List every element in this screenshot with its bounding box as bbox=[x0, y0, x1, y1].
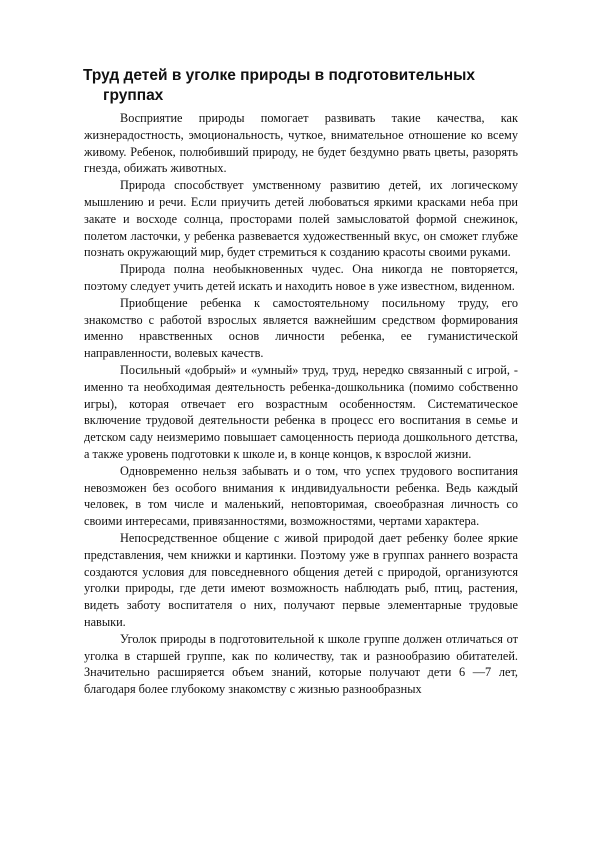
paragraph: Посильный «добрый» и «умный» труд, труд, нередко связанный с игрой, - именно та необходимая деятельность ребенка-дошкольника (помимо собственно игры), которая отвечает его возрастным особенностям. Систематическое включение трудовой деятельности ребенка в процесс его воспитания в семье и детском саду неизмеримо повышает самоценность периода дошкольного детства, а также уровень подготовки к школе и, в конце концов, к взрослой жизни. bbox=[84, 362, 518, 461]
document-body bbox=[84, 110, 518, 698]
document-title bbox=[83, 66, 523, 106]
paragraph: Восприятие природы помогает развивать такие качества, как жизнерадостность, эмоциональность, чуткое, внимательное отношение ко всему живому. Ребенок, полюбивший природу, не будет бездумно рвать цветы, разорять гнезда, обижать животных. bbox=[84, 111, 518, 176]
paragraph: Природа полна необыкновенных чудес. Она никогда не повторяется, поэтому следует учить детей искать и находить новое в уже известном, виденном. bbox=[84, 262, 518, 293]
paragraph: Природа способствует умственному развитию детей, их логическому мышлению и речи. Если приучить детей любоваться яркими красками неба при закате и восходе солнца, просторами полей замысловатой формой снежинок, полетом ласточки, у ребенка развевается художественный вкус, он сможет глубже познать окружающий мир, будет стремиться к созданию красоты своими руками. bbox=[84, 178, 518, 260]
title-line-1: Труд детей в уголке природы в подготовительных bbox=[83, 67, 475, 84]
title-line-2: группах bbox=[103, 87, 164, 104]
paragraph: Непосредственное общение с живой природой дает ребенку более яркие представления, чем книжки и картинки. Поэтому уже в группах раннего возраста создаются условия для повседневного общения детей с природой, организуются уголки природы, где дети имеют возможность наблюдать рыб, птиц, растения, видеть заботу воспитателя о них, получают первые элементарные трудовые навыки. bbox=[84, 530, 518, 629]
paragraph: Приобщение ребенка к самостоятельному посильному труду, его знакомство с работой взрослых является важнейшим средством формирования именно нравственных основ личности ребенка, ее гуманистической направленности, волевых качеств. bbox=[84, 295, 518, 361]
paragraph: Уголок природы в подготовительной к школе группе должен отличаться от уголка в старшей группе, как по количеству, так и разнообразию обитателей. Значительно расширяется объем знаний, которые получают дети 6 —7 лет, благодаря более глубокому знакомству с жизнью разнообразных bbox=[84, 631, 518, 697]
paragraph: Одновременно нельзя забывать и о том, что успех трудового воспитания невозможен без особого внимания к индивидуальности ребенка. Ведь каждый человек, в том числе и маленький, неповторимая, своеобразная личность со своими интересами, привязанностями, возможностями, чертами характера. bbox=[84, 463, 518, 529]
